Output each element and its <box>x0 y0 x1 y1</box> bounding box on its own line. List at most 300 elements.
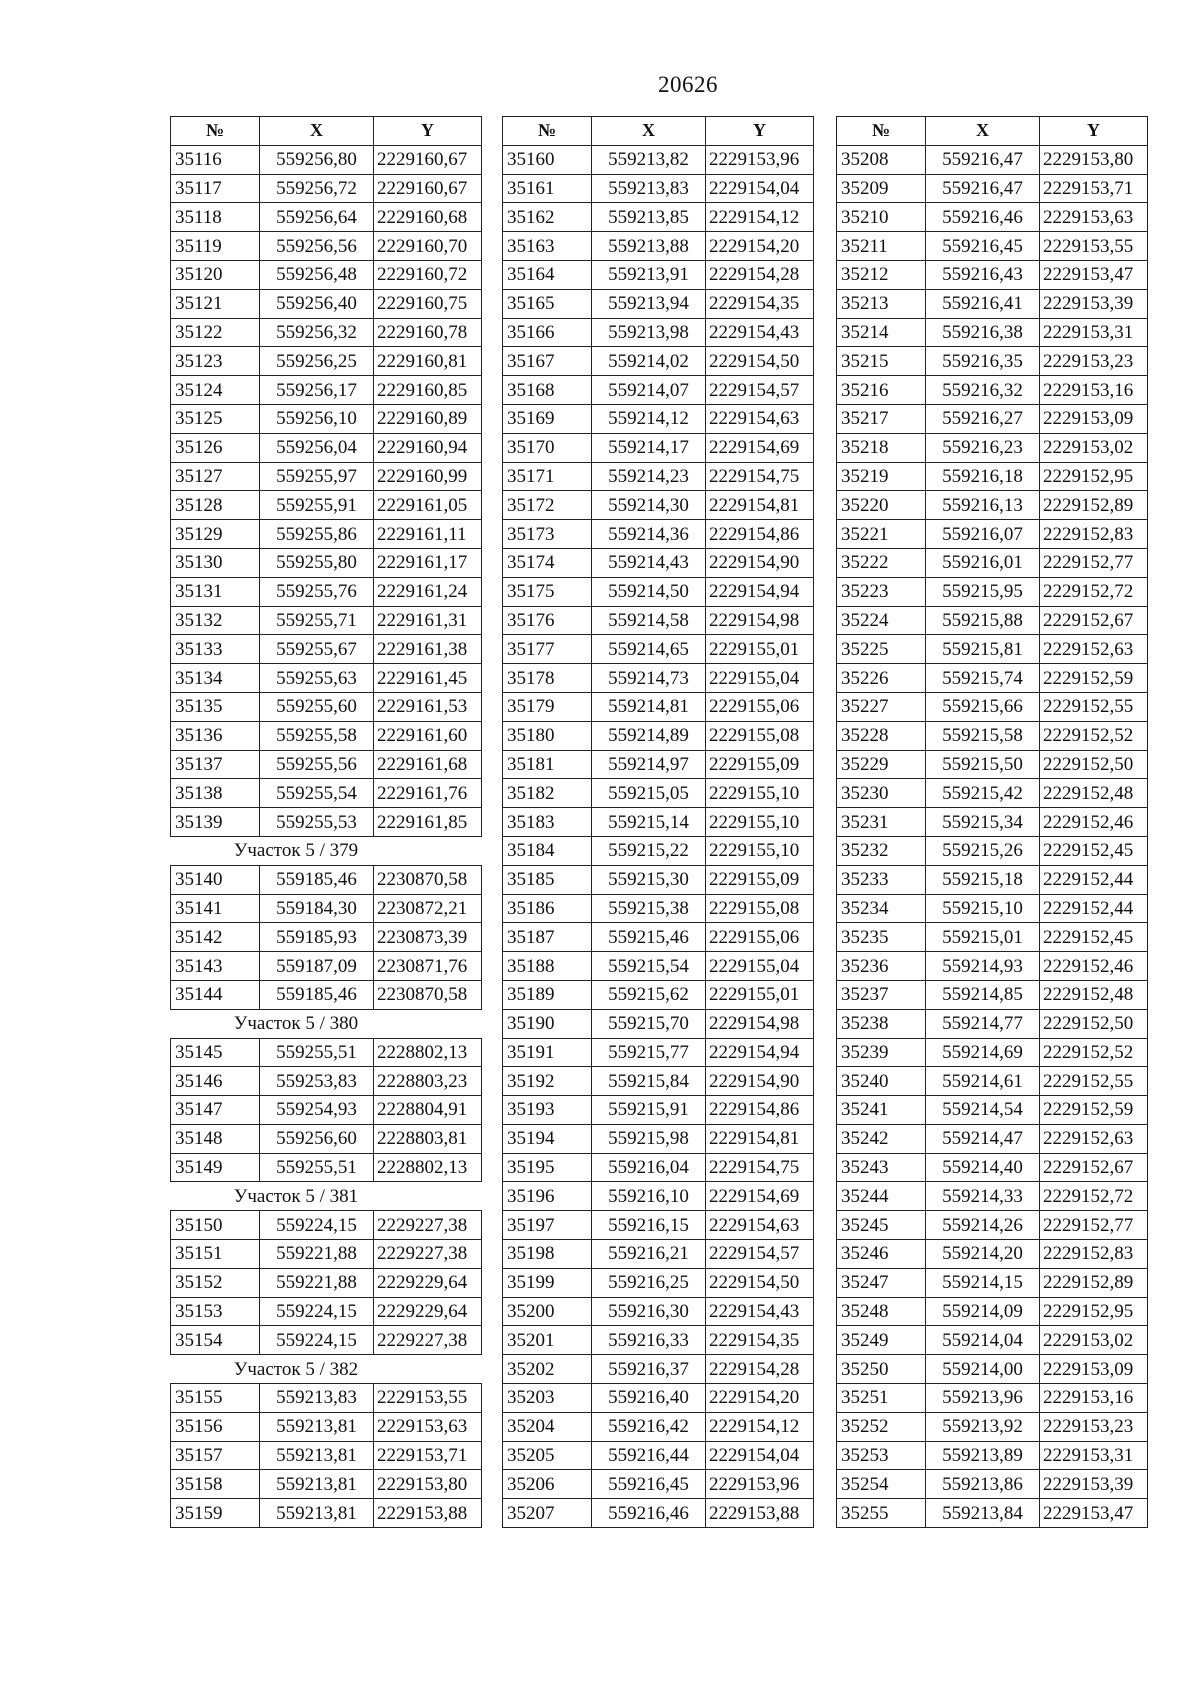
point-number: 35181 <box>503 750 592 779</box>
y-coordinate: 2229154,90 <box>706 1067 814 1096</box>
table-row <box>837 577 1148 606</box>
y-coordinate: 2229152,95 <box>1040 462 1148 491</box>
y-coordinate: 2229154,90 <box>706 548 814 577</box>
point-number: 35221 <box>837 520 926 549</box>
point-number: 35233 <box>837 865 926 894</box>
x-coordinate: 559213,89 <box>926 1441 1040 1470</box>
section-title: Участок 5 / 380 <box>171 1009 482 1038</box>
section-row <box>171 1009 482 1038</box>
table-row <box>171 347 482 376</box>
point-number: 35138 <box>171 779 260 808</box>
point-number: 35170 <box>503 433 592 462</box>
point-number: 35239 <box>837 1038 926 1067</box>
y-coordinate: 2229152,83 <box>1040 520 1148 549</box>
x-coordinate: 559216,35 <box>926 347 1040 376</box>
table-row <box>171 174 482 203</box>
x-coordinate: 559256,48 <box>260 260 374 289</box>
y-coordinate: 2229152,44 <box>1040 894 1148 923</box>
point-number: 35127 <box>171 462 260 491</box>
table-row <box>171 721 482 750</box>
table-row <box>837 779 1148 808</box>
table-row <box>171 664 482 693</box>
table-row <box>837 1499 1148 1528</box>
y-coordinate: 2229161,38 <box>374 635 482 664</box>
table-row <box>837 1211 1148 1240</box>
point-number: 35137 <box>171 750 260 779</box>
table-row <box>837 808 1148 837</box>
header-row <box>837 117 1148 146</box>
x-coordinate: 559214,65 <box>592 635 706 664</box>
section-title: Участок 5 / 381 <box>171 1182 482 1211</box>
y-coordinate: 2229227,38 <box>374 1326 482 1355</box>
table-row <box>503 1124 814 1153</box>
point-number: 35174 <box>503 548 592 577</box>
x-coordinate: 559256,60 <box>260 1124 374 1153</box>
x-coordinate: 559184,30 <box>260 894 374 923</box>
point-number: 35182 <box>503 779 592 808</box>
y-coordinate: 2229161,68 <box>374 750 482 779</box>
table-row <box>171 376 482 405</box>
y-coordinate: 2229155,10 <box>706 779 814 808</box>
y-coordinate: 2229152,50 <box>1040 1009 1148 1038</box>
y-coordinate: 2230870,58 <box>374 980 482 1009</box>
y-coordinate: 2229161,11 <box>374 520 482 549</box>
table-row <box>503 1009 814 1038</box>
x-coordinate: 559256,72 <box>260 174 374 203</box>
y-coordinate: 2229153,31 <box>1040 318 1148 347</box>
header-y: Y <box>706 117 814 146</box>
table-row <box>171 520 482 549</box>
table-row <box>837 404 1148 433</box>
point-number: 35186 <box>503 894 592 923</box>
x-coordinate: 559216,10 <box>592 1182 706 1211</box>
x-coordinate: 559216,13 <box>926 491 1040 520</box>
x-coordinate: 559216,15 <box>592 1211 706 1240</box>
point-number: 35223 <box>837 577 926 606</box>
y-coordinate: 2229153,96 <box>706 1470 814 1499</box>
x-coordinate: 559215,66 <box>926 692 1040 721</box>
point-number: 35214 <box>837 318 926 347</box>
x-coordinate: 559255,53 <box>260 808 374 837</box>
x-coordinate: 559256,64 <box>260 203 374 232</box>
x-coordinate: 559213,83 <box>592 174 706 203</box>
table-row <box>171 548 482 577</box>
y-coordinate: 2229154,86 <box>706 1096 814 1125</box>
x-coordinate: 559214,61 <box>926 1067 1040 1096</box>
x-coordinate: 559215,46 <box>592 923 706 952</box>
y-coordinate: 2229160,70 <box>374 232 482 261</box>
x-coordinate: 559213,94 <box>592 289 706 318</box>
table-row <box>837 635 1148 664</box>
y-coordinate: 2229152,63 <box>1040 635 1148 664</box>
point-number: 35208 <box>837 145 926 174</box>
point-number: 35201 <box>503 1326 592 1355</box>
table-row <box>837 923 1148 952</box>
y-coordinate: 2228802,13 <box>374 1153 482 1182</box>
y-coordinate: 2229154,63 <box>706 1211 814 1240</box>
point-number: 35125 <box>171 404 260 433</box>
y-coordinate: 2229161,05 <box>374 491 482 520</box>
table-row <box>503 318 814 347</box>
y-coordinate: 2229154,43 <box>706 1297 814 1326</box>
x-coordinate: 559253,83 <box>260 1067 374 1096</box>
point-number: 35248 <box>837 1297 926 1326</box>
point-number: 35161 <box>503 174 592 203</box>
point-number: 35149 <box>171 1153 260 1182</box>
table-row <box>837 347 1148 376</box>
x-coordinate: 559213,81 <box>260 1499 374 1528</box>
table-row <box>503 779 814 808</box>
x-coordinate: 559215,50 <box>926 750 1040 779</box>
y-coordinate: 2229153,16 <box>1040 376 1148 405</box>
table-row <box>503 1441 814 1470</box>
point-number: 35178 <box>503 664 592 693</box>
x-coordinate: 559216,07 <box>926 520 1040 549</box>
x-coordinate: 559214,47 <box>926 1124 1040 1153</box>
x-coordinate: 559213,98 <box>592 318 706 347</box>
point-number: 35231 <box>837 808 926 837</box>
table-row <box>171 894 482 923</box>
table-row <box>503 174 814 203</box>
y-coordinate: 2229154,35 <box>706 1326 814 1355</box>
point-number: 35187 <box>503 923 592 952</box>
point-number: 35116 <box>171 145 260 174</box>
table-row <box>171 606 482 635</box>
y-coordinate: 2229152,59 <box>1040 664 1148 693</box>
table-row <box>837 203 1148 232</box>
y-coordinate: 2229160,75 <box>374 289 482 318</box>
x-coordinate: 559256,56 <box>260 232 374 261</box>
point-number: 35235 <box>837 923 926 952</box>
point-number: 35236 <box>837 952 926 981</box>
table-row <box>503 1096 814 1125</box>
table-row <box>837 1240 1148 1269</box>
table-row <box>503 894 814 923</box>
y-coordinate: 2229154,69 <box>706 433 814 462</box>
x-coordinate: 559214,97 <box>592 750 706 779</box>
point-number: 35227 <box>837 692 926 721</box>
y-coordinate: 2229152,48 <box>1040 779 1148 808</box>
point-number: 35206 <box>503 1470 592 1499</box>
point-number: 35132 <box>171 606 260 635</box>
y-coordinate: 2229153,31 <box>1040 1441 1148 1470</box>
point-number: 35222 <box>837 548 926 577</box>
y-coordinate: 2229152,67 <box>1040 1153 1148 1182</box>
table-row <box>171 1268 482 1297</box>
table-row <box>837 721 1148 750</box>
y-coordinate: 2230871,76 <box>374 952 482 981</box>
y-coordinate: 2229152,77 <box>1040 548 1148 577</box>
table-row <box>503 635 814 664</box>
point-number: 35252 <box>837 1412 926 1441</box>
table-row <box>837 1009 1148 1038</box>
x-coordinate: 559214,12 <box>592 404 706 433</box>
x-coordinate: 559215,22 <box>592 836 706 865</box>
y-coordinate: 2229227,38 <box>374 1211 482 1240</box>
y-coordinate: 2229155,08 <box>706 894 814 923</box>
point-number: 35234 <box>837 894 926 923</box>
x-coordinate: 559254,93 <box>260 1096 374 1125</box>
x-coordinate: 559255,54 <box>260 779 374 808</box>
coordinates-table-1 <box>170 116 482 1528</box>
point-number: 35153 <box>171 1297 260 1326</box>
x-coordinate: 559214,26 <box>926 1211 1040 1240</box>
x-coordinate: 559215,81 <box>926 635 1040 664</box>
point-number: 35157 <box>171 1441 260 1470</box>
point-number: 35207 <box>503 1499 592 1528</box>
point-number: 35220 <box>837 491 926 520</box>
table-row <box>837 894 1148 923</box>
y-coordinate: 2229160,67 <box>374 145 482 174</box>
y-coordinate: 2229153,23 <box>1040 1412 1148 1441</box>
y-coordinate: 2229153,96 <box>706 145 814 174</box>
table-row <box>171 1326 482 1355</box>
y-coordinate: 2228803,23 <box>374 1067 482 1096</box>
point-number: 35184 <box>503 836 592 865</box>
x-coordinate: 559213,81 <box>260 1470 374 1499</box>
y-coordinate: 2229154,28 <box>706 260 814 289</box>
x-coordinate: 559185,46 <box>260 865 374 894</box>
x-coordinate: 559216,01 <box>926 548 1040 577</box>
x-coordinate: 559256,25 <box>260 347 374 376</box>
x-coordinate: 559216,46 <box>592 1499 706 1528</box>
x-coordinate: 559216,45 <box>926 232 1040 261</box>
point-number: 35243 <box>837 1153 926 1182</box>
point-number: 35196 <box>503 1182 592 1211</box>
y-coordinate: 2229152,63 <box>1040 1124 1148 1153</box>
y-coordinate: 2228802,13 <box>374 1038 482 1067</box>
x-coordinate: 559255,60 <box>260 692 374 721</box>
point-number: 35167 <box>503 347 592 376</box>
x-coordinate: 559255,86 <box>260 520 374 549</box>
table-row <box>837 1441 1148 1470</box>
point-number: 35226 <box>837 664 926 693</box>
x-coordinate: 559214,36 <box>592 520 706 549</box>
table-row <box>503 1268 814 1297</box>
point-number: 35165 <box>503 289 592 318</box>
table-row <box>171 145 482 174</box>
table-row <box>171 289 482 318</box>
x-coordinate: 559215,30 <box>592 865 706 894</box>
table-row <box>503 289 814 318</box>
x-coordinate: 559213,86 <box>926 1470 1040 1499</box>
y-coordinate: 2229160,85 <box>374 376 482 405</box>
point-number: 35117 <box>171 174 260 203</box>
point-number: 35133 <box>171 635 260 664</box>
y-coordinate: 2229155,06 <box>706 692 814 721</box>
x-coordinate: 559255,97 <box>260 462 374 491</box>
section-title: Участок 5 / 382 <box>171 1355 482 1384</box>
table-row <box>171 1038 482 1067</box>
y-coordinate: 2229154,98 <box>706 1009 814 1038</box>
point-number: 35168 <box>503 376 592 405</box>
y-coordinate: 2229154,57 <box>706 1240 814 1269</box>
x-coordinate: 559213,81 <box>260 1441 374 1470</box>
y-coordinate: 2229153,09 <box>1040 404 1148 433</box>
point-number: 35176 <box>503 606 592 635</box>
table-row <box>171 1124 482 1153</box>
table-row <box>171 1499 482 1528</box>
table-row <box>837 865 1148 894</box>
x-coordinate: 559215,77 <box>592 1038 706 1067</box>
table-row <box>503 404 814 433</box>
table-row <box>837 1153 1148 1182</box>
table-row <box>503 145 814 174</box>
point-number: 35124 <box>171 376 260 405</box>
x-coordinate: 559215,26 <box>926 836 1040 865</box>
y-coordinate: 2229153,16 <box>1040 1384 1148 1413</box>
x-coordinate: 559216,32 <box>926 376 1040 405</box>
x-coordinate: 559214,89 <box>592 721 706 750</box>
point-number: 35177 <box>503 635 592 664</box>
x-coordinate: 559214,73 <box>592 664 706 693</box>
table-row <box>503 923 814 952</box>
y-coordinate: 2229154,98 <box>706 606 814 635</box>
point-number: 35162 <box>503 203 592 232</box>
table-row <box>503 952 814 981</box>
x-coordinate: 559255,67 <box>260 635 374 664</box>
x-coordinate: 559187,09 <box>260 952 374 981</box>
y-coordinate: 2229154,63 <box>706 404 814 433</box>
point-number: 35130 <box>171 548 260 577</box>
point-number: 35241 <box>837 1096 926 1125</box>
y-coordinate: 2229153,55 <box>374 1384 482 1413</box>
table-row <box>837 260 1148 289</box>
point-number: 35193 <box>503 1096 592 1125</box>
point-number: 35159 <box>171 1499 260 1528</box>
y-coordinate: 2229153,02 <box>1040 433 1148 462</box>
x-coordinate: 559255,58 <box>260 721 374 750</box>
point-number: 35183 <box>503 808 592 837</box>
x-coordinate: 559215,58 <box>926 721 1040 750</box>
y-coordinate: 2229153,55 <box>1040 232 1148 261</box>
point-number: 35205 <box>503 1441 592 1470</box>
header-y: Y <box>374 117 482 146</box>
table-row <box>171 923 482 952</box>
point-number: 35245 <box>837 1211 926 1240</box>
coordinates-table-3 <box>836 116 1148 1528</box>
x-coordinate: 559224,15 <box>260 1326 374 1355</box>
y-coordinate: 2229160,89 <box>374 404 482 433</box>
y-coordinate: 2229152,46 <box>1040 808 1148 837</box>
table-row <box>837 692 1148 721</box>
y-coordinate: 2229152,72 <box>1040 1182 1148 1211</box>
y-coordinate: 2229152,55 <box>1040 692 1148 721</box>
y-coordinate: 2228803,81 <box>374 1124 482 1153</box>
point-number: 35242 <box>837 1124 926 1153</box>
x-coordinate: 559214,00 <box>926 1355 1040 1384</box>
table-row <box>503 1153 814 1182</box>
y-coordinate: 2229161,85 <box>374 808 482 837</box>
x-coordinate: 559255,63 <box>260 664 374 693</box>
header-x: X <box>926 117 1040 146</box>
point-number: 35192 <box>503 1067 592 1096</box>
point-number: 35121 <box>171 289 260 318</box>
table-row <box>837 1182 1148 1211</box>
x-coordinate: 559215,84 <box>592 1067 706 1096</box>
point-number: 35209 <box>837 174 926 203</box>
point-number: 35154 <box>171 1326 260 1355</box>
table-row <box>503 1384 814 1413</box>
point-number: 35240 <box>837 1067 926 1096</box>
x-coordinate: 559215,14 <box>592 808 706 837</box>
point-number: 35204 <box>503 1412 592 1441</box>
y-coordinate: 2229152,95 <box>1040 1297 1148 1326</box>
x-coordinate: 559214,02 <box>592 347 706 376</box>
y-coordinate: 2229154,57 <box>706 376 814 405</box>
x-coordinate: 559215,91 <box>592 1096 706 1125</box>
x-coordinate: 559216,47 <box>926 145 1040 174</box>
table-row <box>171 692 482 721</box>
table-row <box>503 1211 814 1240</box>
x-coordinate: 559255,76 <box>260 577 374 606</box>
point-number: 35160 <box>503 145 592 174</box>
y-coordinate: 2229152,46 <box>1040 952 1148 981</box>
y-coordinate: 2229153,02 <box>1040 1326 1148 1355</box>
x-coordinate: 559255,56 <box>260 750 374 779</box>
table-row <box>503 1297 814 1326</box>
table-row <box>171 865 482 894</box>
table-row <box>171 779 482 808</box>
point-number: 35172 <box>503 491 592 520</box>
point-number: 35251 <box>837 1384 926 1413</box>
x-coordinate: 559216,27 <box>926 404 1040 433</box>
header-x: X <box>260 117 374 146</box>
x-coordinate: 559216,38 <box>926 318 1040 347</box>
point-number: 35118 <box>171 203 260 232</box>
y-coordinate: 2229152,67 <box>1040 606 1148 635</box>
y-coordinate: 2229153,80 <box>1040 145 1148 174</box>
point-number: 35141 <box>171 894 260 923</box>
x-coordinate: 559213,96 <box>926 1384 1040 1413</box>
x-coordinate: 559215,74 <box>926 664 1040 693</box>
y-coordinate: 2229153,63 <box>1040 203 1148 232</box>
table-row <box>503 1499 814 1528</box>
point-number: 35228 <box>837 721 926 750</box>
point-number: 35191 <box>503 1038 592 1067</box>
y-coordinate: 2229154,35 <box>706 289 814 318</box>
y-coordinate: 2230872,21 <box>374 894 482 923</box>
x-coordinate: 559214,20 <box>926 1240 1040 1269</box>
y-coordinate: 2229154,28 <box>706 1355 814 1384</box>
point-number: 35254 <box>837 1470 926 1499</box>
table-row <box>171 1470 482 1499</box>
y-coordinate: 2229227,38 <box>374 1240 482 1269</box>
point-number: 35148 <box>171 1124 260 1153</box>
point-number: 35119 <box>171 232 260 261</box>
y-coordinate: 2229160,81 <box>374 347 482 376</box>
point-number: 35139 <box>171 808 260 837</box>
table-row <box>503 376 814 405</box>
x-coordinate: 559213,83 <box>260 1384 374 1413</box>
x-coordinate: 559255,51 <box>260 1153 374 1182</box>
x-coordinate: 559213,88 <box>592 232 706 261</box>
table-row <box>503 1412 814 1441</box>
x-coordinate: 559216,04 <box>592 1153 706 1182</box>
x-coordinate: 559215,05 <box>592 779 706 808</box>
y-coordinate: 2229229,64 <box>374 1268 482 1297</box>
point-number: 35180 <box>503 721 592 750</box>
table-row <box>837 1067 1148 1096</box>
point-number: 35150 <box>171 1211 260 1240</box>
point-number: 35215 <box>837 347 926 376</box>
table-row <box>503 692 814 721</box>
table-row <box>503 347 814 376</box>
x-coordinate: 559214,09 <box>926 1297 1040 1326</box>
y-coordinate: 2229161,31 <box>374 606 482 635</box>
y-coordinate: 2229154,50 <box>706 347 814 376</box>
point-number: 35218 <box>837 433 926 462</box>
